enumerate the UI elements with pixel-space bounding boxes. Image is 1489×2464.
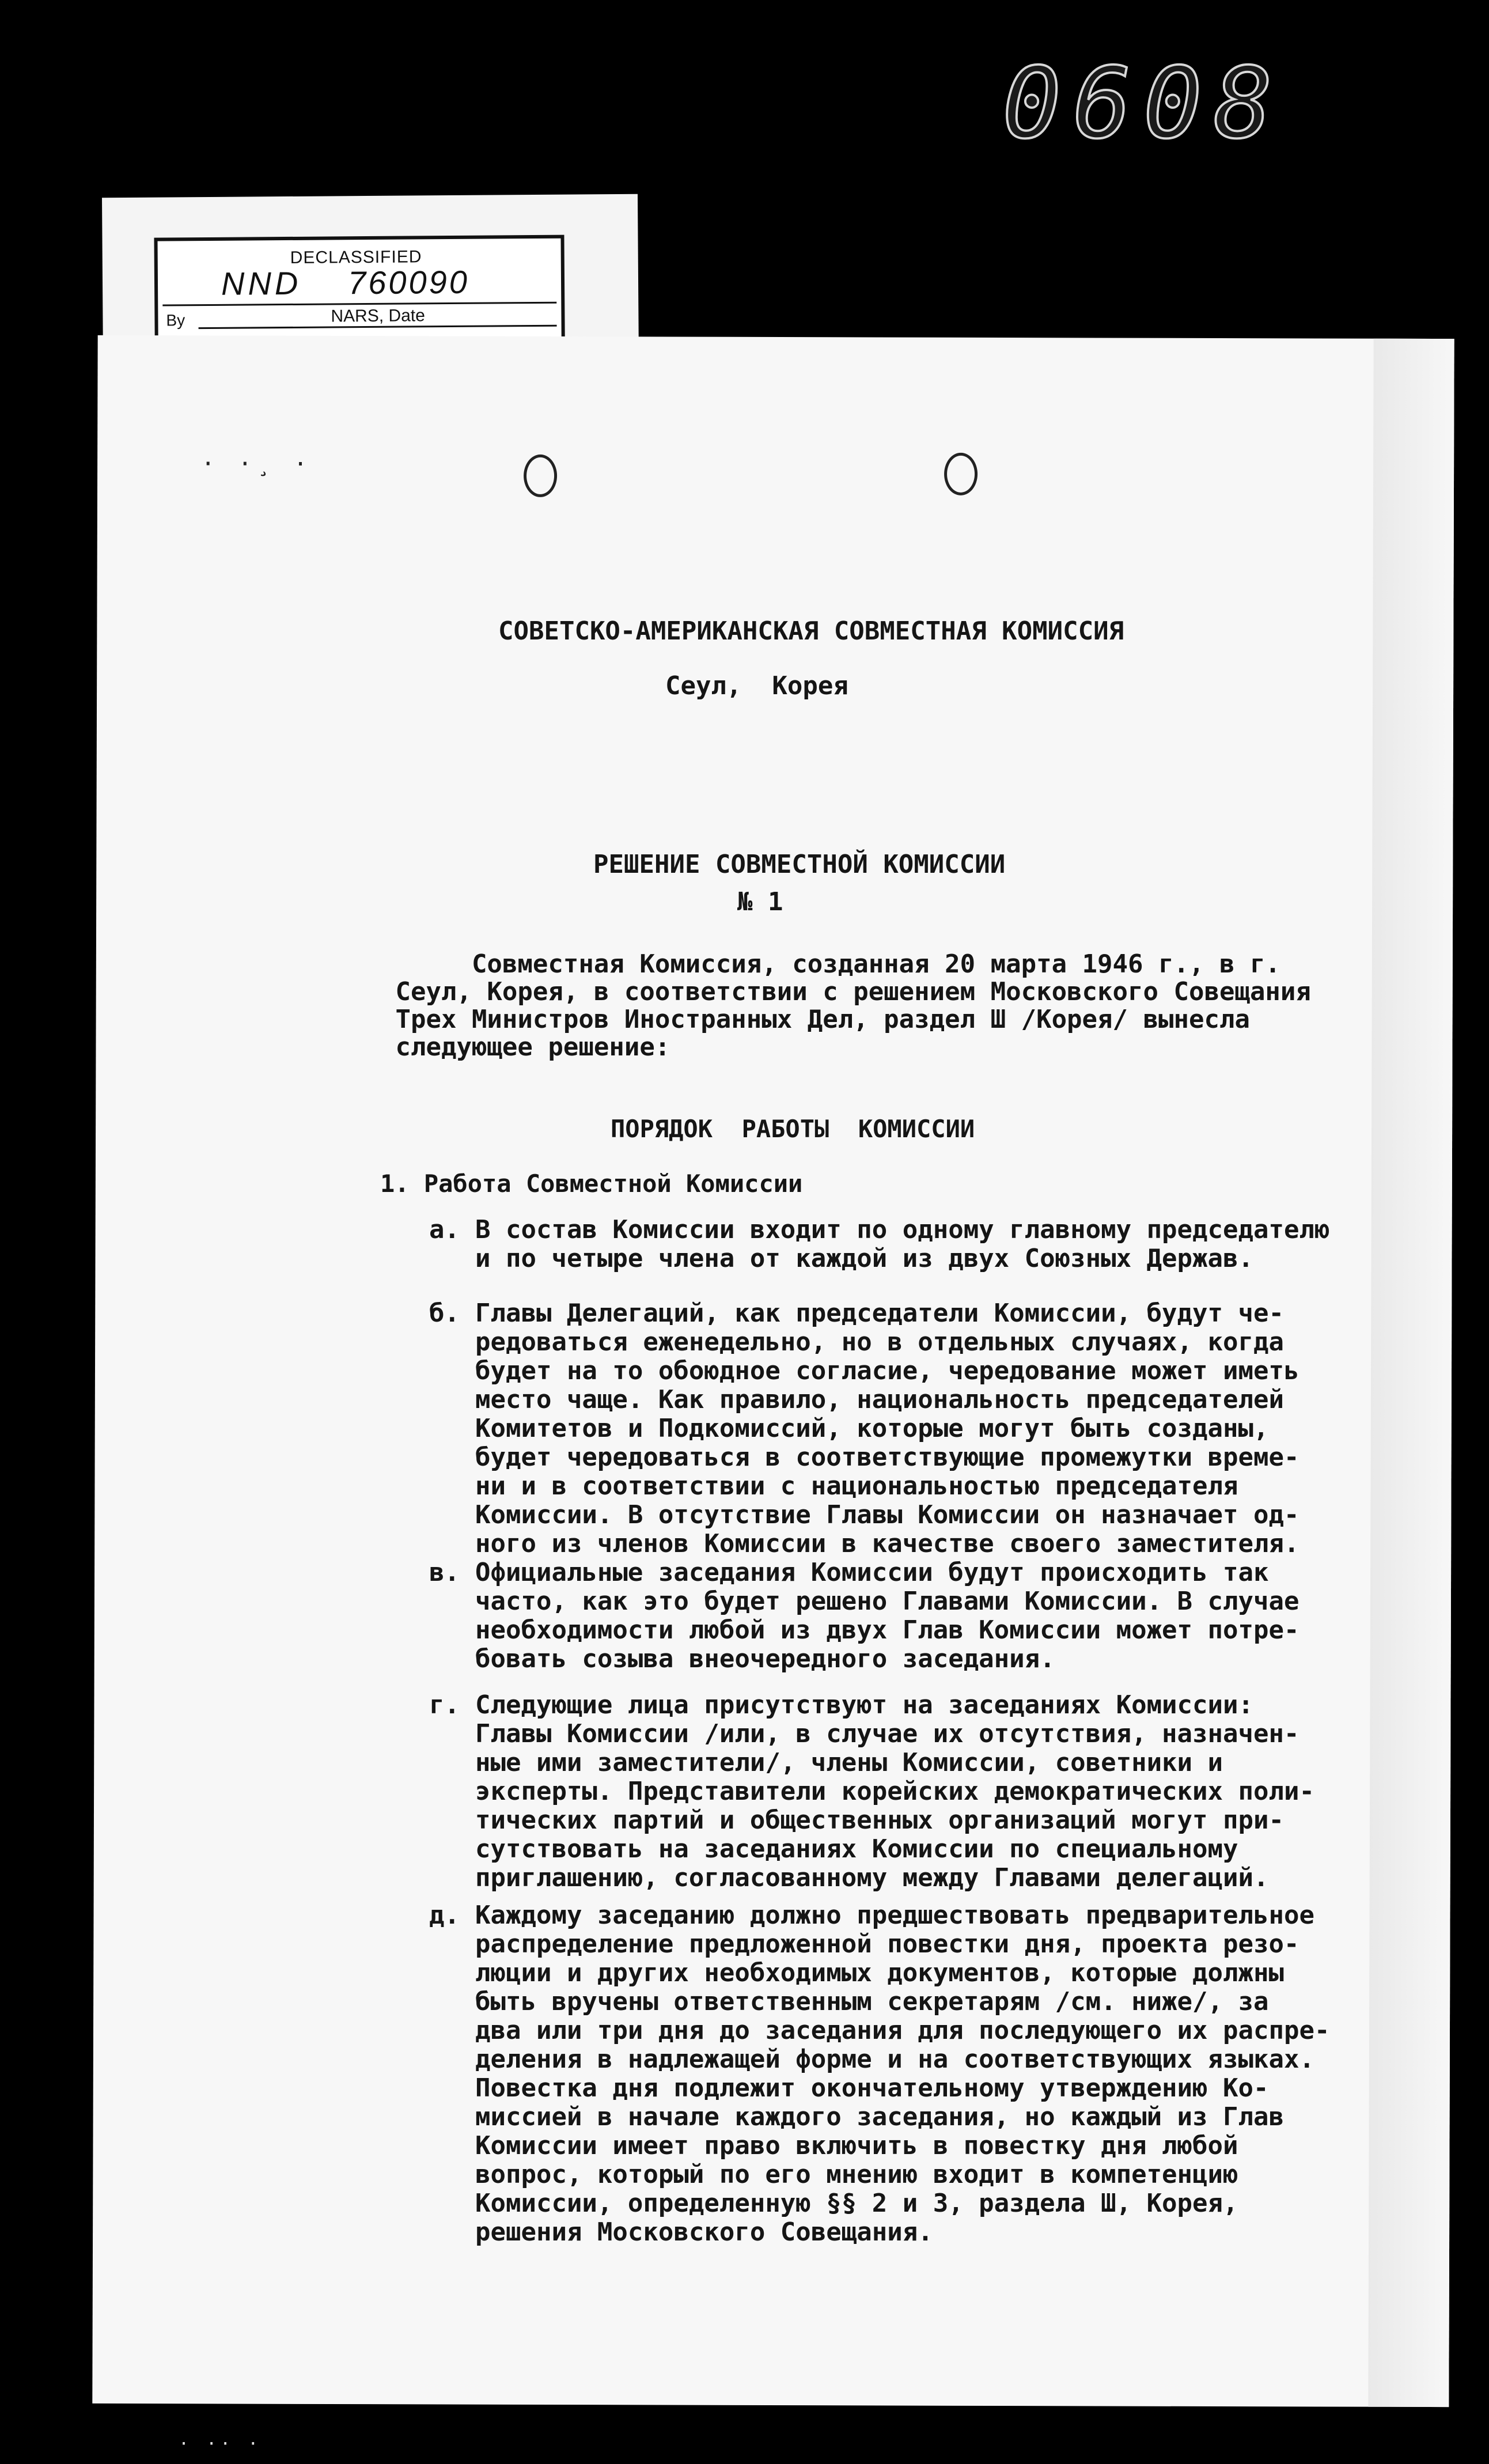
document-title: СОВЕТСКО-АМЕРИКАНСКАЯ СОВМЕСТНАЯ КОМИССИЯ <box>498 616 1124 646</box>
item-b-text: Главы Делегаций, как председатели Комиссии, будут че- редоваться еженедельно, но в отдельных случаях, когда будет на то обоюдное согласие, чередование может иметь место чаще. Как правило, национальность председателей Комитетов и Подкомиссий, которые могут быть созданы, будет чередоваться в соответствующие промежутки време- ни и в соответствии с национальностью председателя Комиссии. В отсутствие Главы Комиссии он назначает од- ного из членов Комиссии в качестве своего заместителя. <box>475 1299 1299 1558</box>
stamp-divider <box>162 302 556 306</box>
document-location: Сеул, Корея <box>665 671 848 701</box>
punch-hole-left-icon <box>524 455 557 497</box>
nars-date-label: NARS, Date <box>331 306 425 326</box>
item-c-label: в. <box>429 1558 460 1587</box>
declassified-label: DECLASSIFIED <box>290 247 422 267</box>
decision-number: № 1 <box>737 887 783 917</box>
item-d-text: Следующие лица присутствуют на заседаниях Комиссии: Главы Комиссии /или, в случае их отсутствия, назначен- ные ими заместители/, члены Комиссии, советники и эксперты. Представители корейских демократических поли- тических партий и общественных организаций могут при- сутствовать на заседаниях Комиссии по специальному приглашению, согласованному между Главами делегаций. <box>475 1690 1314 1893</box>
item-a-text: В состав Комиссии входит по одному главному председателю и по четыре члена от каждой из двух Союзных Держав. <box>475 1215 1330 1273</box>
authority-prefix: NND <box>221 264 302 302</box>
film-edge-marks: · ·· · <box>179 2434 262 2454</box>
section-title: ПОРЯДОК РАБОТЫ КОМИССИИ <box>611 1115 975 1143</box>
section-1-title: 1. Работа Совместной Комиссии <box>380 1169 803 1198</box>
page-specks: · ·¸ · <box>201 451 312 478</box>
item-d-label: г. <box>429 1690 460 1720</box>
authority-code: 760090 <box>347 263 470 301</box>
item-a-label: а. <box>429 1215 460 1244</box>
decision-title: РЕШЕНИЕ СОВМЕСТНОЙ КОМИССИИ <box>593 850 1006 879</box>
punch-hole-right-icon <box>944 453 977 495</box>
item-e-label: д. <box>429 1901 460 1930</box>
item-e-text: Каждому заседанию должно предшествовать предварительное распределение предложенной повестки дня, проекта резо- люции и других необходимых документов, которые должны быть вручены ответственным секретарям /см. ниже/, за два или три дня до заседания для последующего их распре- деления в надлежащей форме и на соответствующих языках. Повестка дня подлежит окончательному утверждению Ко- миссией в начале каждого заседания, но каждый из Глав Комиссии имеет право включить в повестку дня любой вопрос, который по его мнению входит в компетенцию Комиссии, определенную §§ 2 и 3, раздела Ш, Корея, решения Московского Совещания. <box>475 1901 1330 2247</box>
item-b-label: б. <box>429 1299 460 1328</box>
item-c-text: Официальные заседания Комиссии будут происходить так часто, как это будет решено Главами Комиссии. В случае необходимости любой из двух Глав Комиссии может потре- бовать созыва внеочередного заседания. <box>475 1558 1299 1674</box>
preamble-paragraph: Совместная Комиссия, созданная 20 марта 1946 г., в г. Сеул, Корея, в соответствии с решением Московского Совещания Трех Министров Иностранных Дел, раздел Ш /Корея/ вынесла следующее решение: <box>395 949 1311 1062</box>
declassification-stamp <box>154 235 564 346</box>
microfilm-frame-number: 0608 <box>1002 47 1285 161</box>
by-label: By <box>166 311 185 330</box>
page-edge-shadow <box>1368 339 1454 2407</box>
